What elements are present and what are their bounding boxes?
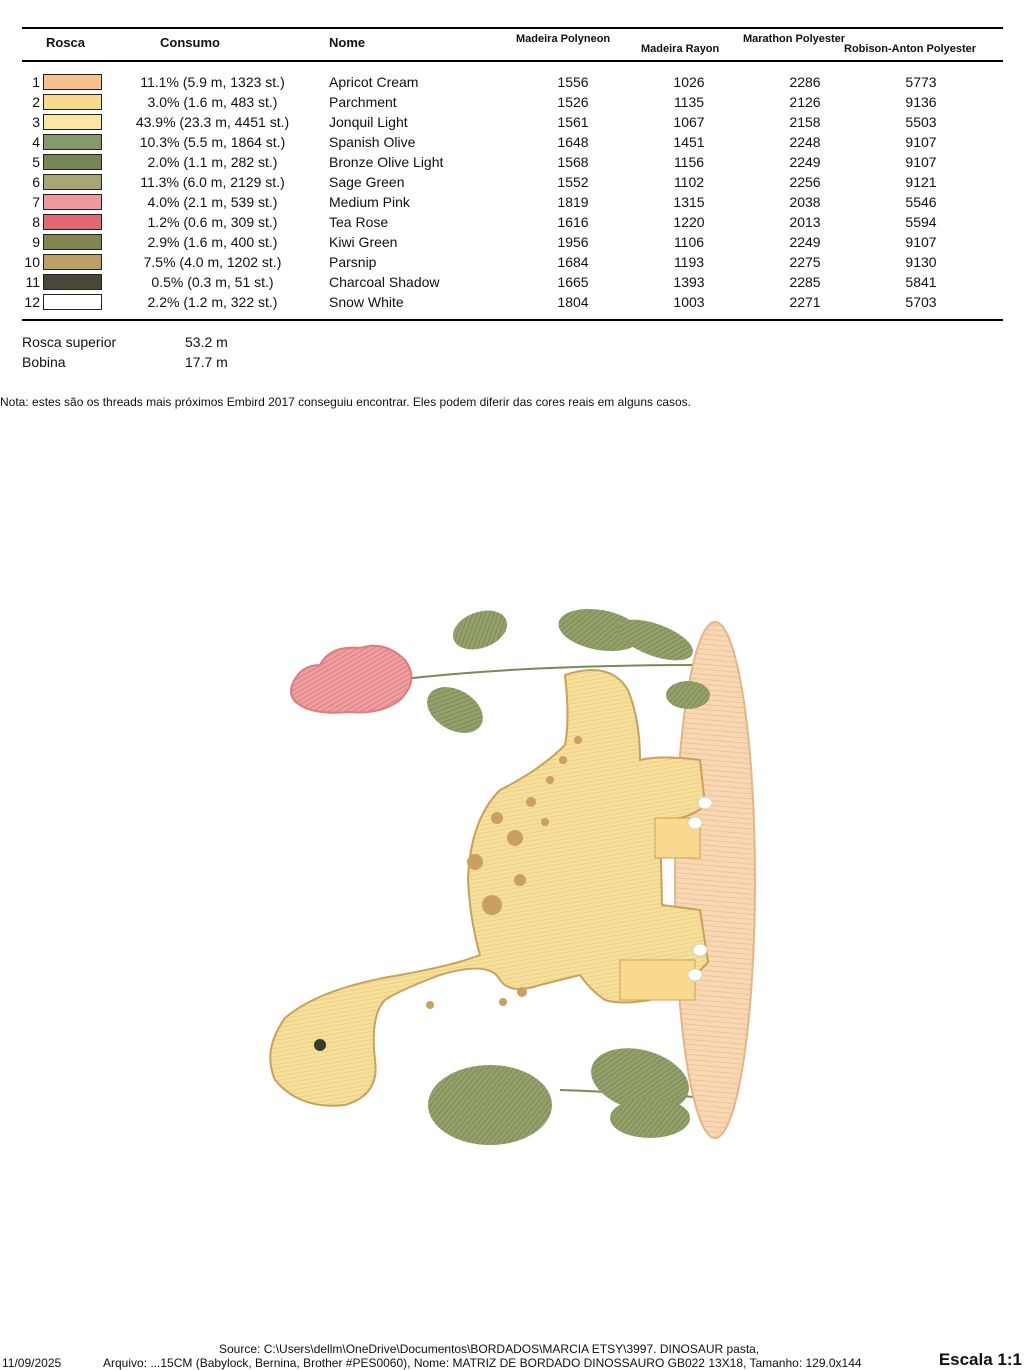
nome-cell: Spanish Olive [329,134,416,150]
marathon-cell: 2158 [789,114,821,130]
consumo-cell: 7.5% (4.0 m, 1202 st.) [143,254,282,270]
robison-cell: 9107 [905,234,937,250]
robison-cell: 9107 [905,154,937,170]
madeira-polyneon-cell: 1804 [557,294,589,310]
header-madeira-polyneon: Madeira Polyneon [516,33,611,45]
madeira-polyneon-cell: 1956 [557,234,589,250]
madeira-rayon-cell: 1026 [673,74,705,90]
dinosaur-eye [314,1039,326,1051]
header-robison: Robison-Anton Polyester [844,43,977,55]
nome-cell: Apricot Cream [329,74,419,90]
madeira-rayon-cell: 1393 [673,274,705,290]
madeira-rayon-cell: 1220 [673,214,705,230]
rosca-superior-value: 53.2 m [185,334,228,350]
robison-cell: 5703 [905,294,937,310]
nome-cell: Jonquil Light [329,114,408,130]
consumo-cell: 2.9% (1.6 m, 400 st.) [147,234,278,250]
header-marathon: Marathon Polyester [743,33,846,45]
robison-cell: 9107 [905,134,937,150]
scale-label: Escala 1:1 [938,1350,1022,1369]
madeira-rayon-cell: 1102 [673,174,705,190]
nome-cell: Parchment [329,94,397,110]
robison-cell: 9130 [905,254,937,270]
nome-cell: Charcoal Shadow [329,274,440,290]
footer-source: Source: C:\Users\dellm\OneDrive\Documentos\BORDADOS\MARCIA ETSY\3997. DINOSAUR pasta, [219,1342,760,1356]
consumo-cell: 2.2% (1.2 m, 322 st.) [147,294,278,310]
header-nome: Nome [329,35,366,50]
row-number: 11 [25,274,40,290]
madeira-rayon-cell: 1193 [673,254,705,270]
consumo-cell: 3.0% (1.6 m, 483 st.) [147,94,278,110]
pink-flower [291,646,411,713]
madeira-rayon-cell: 1135 [673,94,705,110]
flower-stalk [395,665,700,680]
robison-cell: 9136 [905,94,937,110]
marathon-cell: 2286 [789,74,821,90]
madeira-polyneon-cell: 1526 [557,94,589,110]
madeira-polyneon-cell: 1568 [557,154,589,170]
consumo-cell: 4.0% (2.1 m, 539 st.) [147,194,278,210]
front-leg [620,960,695,1000]
consumo-cell: 1.2% (0.6 m, 309 st.) [147,214,278,230]
row-number: 12 [24,294,40,310]
marathon-cell: 2249 [789,154,821,170]
bobina-value: 17.7 m [185,354,228,370]
madeira-polyneon-cell: 1648 [557,134,589,150]
bottom-leaves [428,1038,696,1145]
bobina-label: Bobina [22,354,66,370]
nome-cell: Snow White [329,294,404,310]
madeira-polyneon-cell: 1561 [557,114,589,130]
row-number: 9 [32,234,40,250]
row-number: 8 [32,214,40,230]
marathon-cell: 2126 [789,94,821,110]
header-madeira-rayon: Madeira Rayon [641,43,720,55]
nome-cell: Parsnip [329,254,377,270]
robison-cell: 5773 [905,74,937,90]
row-number: 3 [32,114,40,130]
madeira-rayon-cell: 1106 [673,234,705,250]
madeira-rayon-cell: 1315 [673,194,705,210]
madeira-polyneon-cell: 1616 [557,214,589,230]
row-number: 5 [32,154,40,170]
header-consumo: Consumo [160,35,220,50]
marathon-cell: 2248 [789,134,821,150]
marathon-cell: 2038 [789,194,821,210]
row-number: 10 [24,254,40,270]
nome-cell: Medium Pink [329,194,410,210]
robison-cell: 5503 [905,114,937,130]
row-number: 6 [32,174,40,190]
madeira-rayon-cell: 1156 [673,154,705,170]
madeira-rayon-cell: 1451 [673,134,705,150]
consumo-cell: 0.5% (0.3 m, 51 st.) [151,274,274,290]
nome-cell: Tea Rose [329,214,389,230]
nome-cell: Bronze Olive Light [329,154,444,170]
madeira-polyneon-cell: 1556 [557,74,589,90]
nome-cell: Kiwi Green [329,234,398,250]
marathon-cell: 2256 [789,174,821,190]
row-number: 1 [32,74,40,90]
header-rosca: Rosca [46,35,86,50]
footer-date: 11/09/2025 [2,1356,62,1370]
row-number: 2 [32,94,40,110]
robison-cell: 5841 [905,274,937,290]
rosca-superior-label: Rosca superior [22,334,117,350]
madeira-rayon-cell: 1067 [673,114,705,130]
consumo-cell: 2.0% (1.1 m, 282 st.) [147,154,278,170]
madeira-polyneon-cell: 1665 [557,274,589,290]
marathon-cell: 2013 [789,214,821,230]
marathon-cell: 2271 [789,294,821,310]
row-number: 7 [32,194,40,210]
consumo-cell: 10.3% (5.5 m, 1864 st.) [139,134,286,150]
consumo-cell: 43.9% (23.3 m, 4451 st.) [135,114,290,130]
footer-arquivo: Arquivo: ...15CM (Babylock, Bernina, Brother #PES0060), Nome: MATRIZ DE BORDADO DINOSSAURO GB022 13X18, Tamanho: 129.0x144 [103,1356,862,1370]
madeira-rayon-cell: 1003 [673,294,705,310]
marathon-cell: 2249 [789,234,821,250]
robison-cell: 9121 [905,174,937,190]
thread-note: Nota: estes são os threads mais próximos Embird 2017 conseguiu encontrar. Eles podem diferir das cores reais em alguns casos. [0,395,692,409]
consumo-cell: 11.1% (5.9 m, 1323 st.) [140,74,285,90]
madeira-polyneon-cell: 1684 [557,254,589,270]
madeira-polyneon-cell: 1819 [557,194,589,210]
madeira-polyneon-cell: 1552 [557,174,589,190]
robison-cell: 5546 [905,194,937,210]
marathon-cell: 2285 [789,274,821,290]
dinosaur-body [270,670,708,1106]
robison-cell: 5594 [905,214,937,230]
consumo-cell: 11.3% (6.0 m, 2129 st.) [140,174,285,190]
marathon-cell: 2275 [789,254,821,270]
row-number: 4 [32,134,40,150]
nome-cell: Sage Green [329,174,405,190]
